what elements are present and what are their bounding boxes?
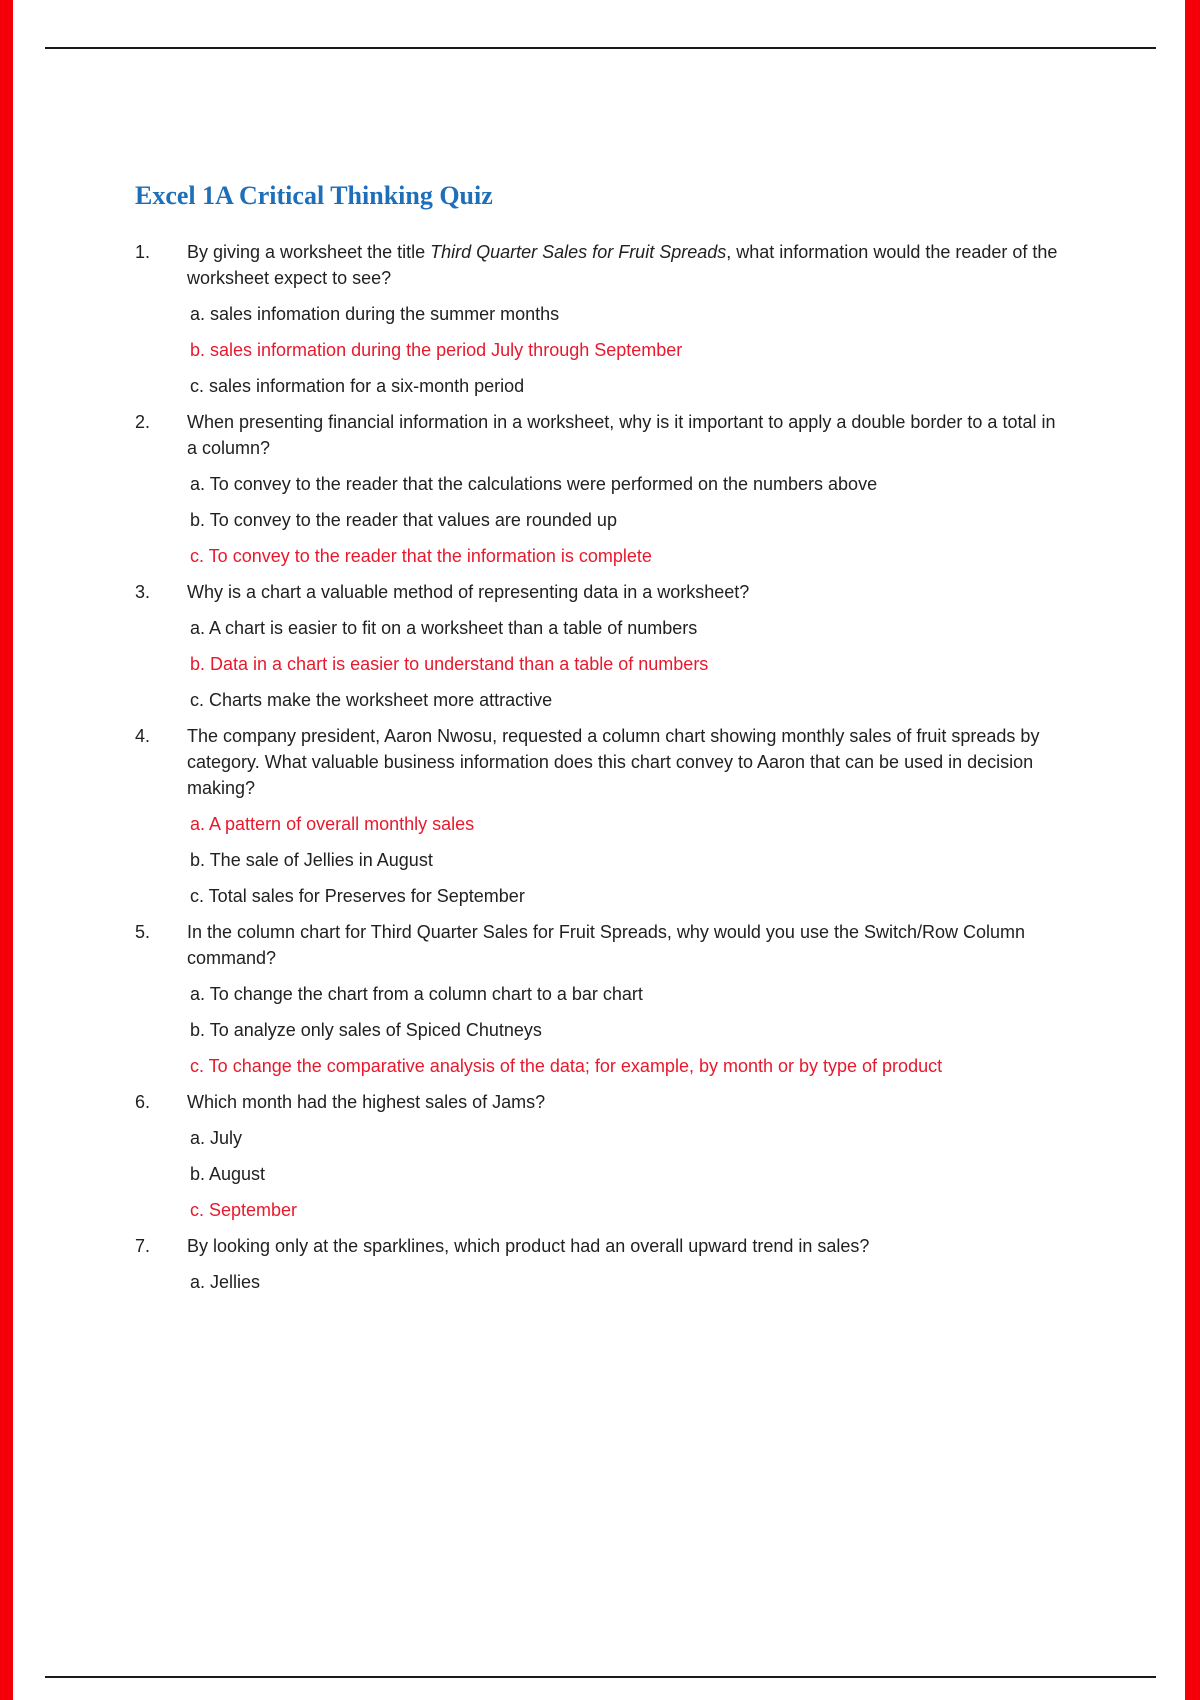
question-5 <box>135 919 1065 1079</box>
question-3 <box>135 579 1065 713</box>
question-text: Why is a chart a valuable method of representing data in a worksheet? <box>187 582 750 602</box>
right-edge-bar <box>1185 0 1200 1700</box>
answer-option: c. To convey to the reader that the information is complete <box>190 546 652 566</box>
answer-option: a. To change the chart from a column chart to a bar chart <box>190 984 643 1004</box>
answer-option: a. To convey to the reader that the calculations were performed on the numbers above <box>190 474 878 494</box>
left-edge-bar <box>0 0 13 1700</box>
bottom-rule <box>45 1676 1156 1678</box>
question-number: 4. <box>135 726 151 746</box>
question-text-italic: Third Quarter Sales for Fruit Spreads <box>430 242 727 262</box>
answer-option: b. sales information during the period July through September <box>190 340 683 360</box>
question-2 <box>135 409 1065 569</box>
question-number: 5. <box>135 922 151 942</box>
question-6 <box>135 1089 1065 1223</box>
question-number: 1. <box>135 242 151 262</box>
question-text: When presenting financial information in a worksheet, why is it important to apply a double border to a total in a column? <box>187 412 1056 458</box>
question-text: The company president, Aaron Nwosu, requested a column chart showing monthly sales of fruit spreads by category. What valuable business information does this chart convey to Aaron that can be used in decision making? <box>187 726 1040 798</box>
answer-option: b. The sale of Jellies in August <box>190 850 433 870</box>
question-row <box>135 579 1065 605</box>
question-row <box>135 1089 1065 1115</box>
answer-option: a. sales infomation during the summer months <box>190 304 560 324</box>
question-number: 7. <box>135 1236 151 1256</box>
answer-option: a. A chart is easier to fit on a worksheet than a table of numbers <box>190 618 698 638</box>
question-7 <box>135 1233 1065 1295</box>
answer-option: b. To convey to the reader that values are rounded up <box>190 510 617 530</box>
question-text <box>187 239 1065 291</box>
question-text: Which month had the highest sales of Jams? <box>187 1092 546 1112</box>
question-row <box>135 239 1065 291</box>
answer-option: a. Jellies <box>190 1272 261 1292</box>
answer-option: c. September <box>190 1200 298 1220</box>
answer-option: c. Total sales for Preserves for September <box>190 886 525 906</box>
question-text: In the column chart for Third Quarter Sales for Fruit Spreads, why would you use the Switch/Row Column command? <box>187 922 1026 968</box>
question-row <box>135 1233 1065 1259</box>
answer-option: b. Data in a chart is easier to understand than a table of numbers <box>190 654 709 674</box>
question-text-post: , what information would the reader of the worksheet expect to see? <box>187 242 1058 288</box>
answer-option: c. Charts make the worksheet more attractive <box>190 690 553 710</box>
question-text-pre: By giving a worksheet the title <box>187 242 431 262</box>
answer-option: a. A pattern of overall monthly sales <box>190 814 475 834</box>
answer-option: c. sales information for a six-month period <box>190 376 525 396</box>
question-number: 3. <box>135 582 151 602</box>
question-1 <box>135 239 1065 399</box>
answer-option: c. To change the comparative analysis of the data; for example, by month or by type of product <box>190 1056 943 1076</box>
answer-option: a. July <box>190 1128 243 1148</box>
answer-option: b. To analyze only sales of Spiced Chutneys <box>190 1020 542 1040</box>
question-row <box>135 723 1065 801</box>
question-4 <box>135 723 1065 909</box>
question-number: 6. <box>135 1092 151 1112</box>
document-content <box>135 0 1065 1305</box>
answer-option: b. August <box>190 1164 266 1184</box>
question-number: 2. <box>135 412 151 432</box>
question-row <box>135 919 1065 971</box>
page-title: Excel 1A Critical Thinking Quiz <box>135 181 493 210</box>
question-text: By looking only at the sparklines, which product had an overall upward trend in sales? <box>187 1236 870 1256</box>
question-row <box>135 409 1065 461</box>
